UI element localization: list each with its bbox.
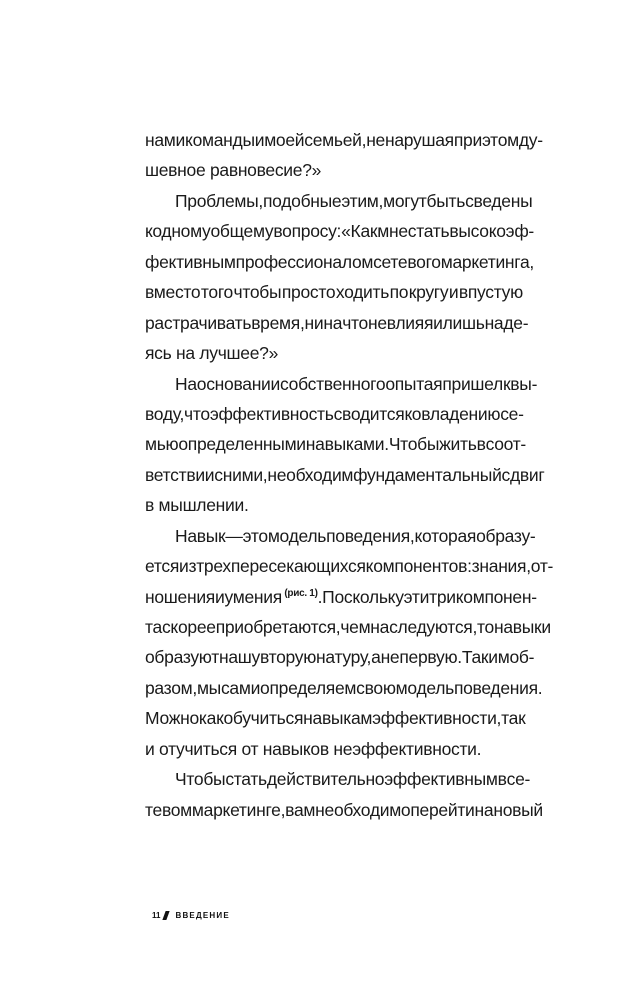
word: компонентов:	[365, 556, 472, 577]
word: образу-	[476, 525, 536, 546]
word: и	[448, 282, 459, 303]
word: по	[389, 282, 409, 303]
word: как	[198, 708, 224, 729]
word: просто	[281, 282, 336, 303]
word: трех	[196, 556, 231, 577]
word: это	[242, 525, 268, 546]
word: поведения,	[326, 525, 415, 546]
word: стать	[225, 769, 267, 790]
word: с	[214, 464, 223, 485]
word: натуру,	[316, 647, 372, 668]
word: Навык	[175, 525, 226, 546]
word: мне	[377, 221, 408, 242]
word: этим,	[341, 190, 384, 211]
word: основании	[196, 373, 281, 394]
word: необходим	[267, 464, 354, 485]
word: моей	[264, 130, 305, 150]
word: Таким	[461, 647, 510, 668]
word: чем	[340, 617, 371, 637]
word: наде-	[484, 312, 529, 333]
word: кругу	[408, 282, 449, 303]
text-line	[145, 399, 523, 429]
word: из	[179, 556, 197, 577]
text-line	[145, 795, 543, 825]
word: влияя	[386, 312, 434, 333]
word: соот-	[485, 434, 526, 455]
word: высокоэф-	[449, 221, 534, 242]
word: семьей,	[304, 130, 367, 150]
word: чтобы	[233, 282, 282, 303]
text-line	[145, 277, 523, 307]
word: к	[404, 403, 412, 424]
word: стать	[407, 221, 450, 242]
text-line: шевное равновесие?»	[145, 160, 322, 181]
word: вопросу:	[273, 221, 342, 242]
word: пришел	[442, 373, 503, 394]
word: наследуются,	[370, 617, 478, 637]
word: и	[215, 586, 225, 607]
word: то	[477, 617, 494, 637]
text-line	[145, 764, 531, 794]
word: определенными	[178, 434, 306, 455]
word: ду-	[518, 130, 543, 150]
text-line	[145, 673, 543, 703]
word: мью	[145, 434, 179, 455]
word: вместо	[145, 282, 201, 303]
word: мы	[196, 677, 221, 698]
word: вы-	[510, 373, 538, 394]
word: команды	[185, 130, 255, 150]
word: пересекающихся	[230, 556, 366, 577]
figure-reference: (рис. 1)	[281, 587, 318, 599]
word: так	[501, 708, 526, 729]
word: Чтобы	[388, 434, 440, 455]
word: Чтобы	[175, 769, 226, 790]
word: я	[433, 373, 443, 394]
word: что	[184, 403, 210, 424]
word: се-	[506, 769, 531, 790]
text-line	[145, 429, 526, 459]
word: об-	[509, 647, 535, 668]
word: новый	[493, 799, 543, 820]
word: свою	[356, 677, 396, 698]
word: навыкам	[303, 708, 373, 729]
word: к	[145, 221, 153, 242]
word: могут	[383, 190, 427, 211]
word: а	[371, 647, 381, 668]
text-line	[145, 521, 536, 551]
word: Можно	[145, 708, 199, 729]
text-line	[145, 612, 551, 642]
word: маркетинга,	[440, 251, 534, 272]
body-text	[145, 125, 554, 825]
word: разом,	[145, 677, 197, 698]
word: и	[254, 130, 265, 150]
word: —	[225, 525, 243, 546]
text-line	[145, 642, 535, 672]
text-line: ясь на лучшее?»	[145, 343, 279, 364]
word: «Как	[341, 221, 378, 242]
section-title: ВВЕДЕНИЕ	[175, 911, 230, 920]
word: маркетинге,	[191, 799, 286, 820]
word: от-	[530, 556, 554, 577]
word: ними,	[222, 464, 268, 485]
word: в	[476, 434, 486, 455]
word: приобретаются,	[215, 617, 341, 637]
word: действительно	[266, 769, 385, 790]
word: лишь	[442, 312, 485, 333]
word: эффективности,	[372, 708, 502, 729]
word: компонен-	[455, 586, 537, 607]
word: к	[502, 373, 511, 394]
word: На	[175, 373, 197, 394]
word: подобные	[263, 190, 342, 211]
word: Проблемы,	[175, 190, 263, 211]
word: сводится	[333, 403, 405, 424]
word: эффективным	[384, 769, 498, 790]
word: сетевого	[373, 251, 441, 272]
word: которая	[414, 525, 477, 546]
word: поведения.	[453, 677, 543, 698]
word: нарушая	[385, 130, 454, 150]
word: сдвиг	[501, 464, 545, 485]
word: знания,	[471, 556, 531, 577]
word: на	[474, 799, 494, 820]
word: общему	[210, 221, 274, 242]
word: модель	[395, 677, 454, 698]
word: опыта	[385, 373, 434, 394]
word: три	[429, 586, 456, 607]
text-line	[145, 247, 534, 277]
word: эти	[403, 586, 430, 607]
text-line: в мышлении.	[145, 495, 249, 516]
slash-divider-icon	[163, 911, 170, 920]
word: ни	[304, 312, 324, 333]
word: эффективность	[209, 403, 334, 424]
word: перейти	[410, 799, 475, 820]
word: навыками.	[305, 434, 389, 455]
word: образуют	[145, 647, 219, 668]
text-line	[145, 703, 526, 733]
text-line	[145, 582, 537, 612]
word: определяем	[260, 677, 357, 698]
word: собственного	[280, 373, 386, 394]
word: нашу	[218, 647, 260, 668]
word: одному	[152, 221, 211, 242]
word: сами	[220, 677, 261, 698]
word: не	[380, 647, 400, 668]
word: вторую	[259, 647, 317, 668]
text-line	[145, 125, 543, 155]
word: фундаментальный	[353, 464, 502, 485]
word: обучиться	[223, 708, 304, 729]
text-line	[145, 216, 534, 246]
word: нами	[145, 130, 186, 150]
text-line	[145, 186, 533, 216]
word: не	[367, 312, 387, 333]
word: та	[145, 617, 162, 637]
word: се-	[500, 403, 524, 424]
word: скорее	[161, 617, 216, 637]
word: ется	[145, 556, 179, 577]
word: умения $^{(рис. 1)}$.	[224, 586, 323, 607]
text-line	[145, 308, 529, 338]
word: не	[366, 130, 385, 150]
word: воду,	[145, 403, 185, 424]
word: и	[433, 312, 443, 333]
word: необходимо	[315, 799, 411, 820]
word: быть	[426, 190, 466, 211]
word: тевом	[145, 799, 192, 820]
word: первую.	[399, 647, 462, 668]
text-line	[145, 369, 538, 399]
word: на	[323, 312, 343, 333]
word: при	[453, 130, 482, 150]
word: ношения	[145, 586, 215, 607]
word: сведены	[465, 190, 533, 211]
word: время,	[251, 312, 305, 333]
text-line	[145, 460, 545, 490]
word: ветствии	[145, 464, 215, 485]
page-footer	[152, 911, 230, 920]
page-number: 11	[152, 911, 161, 920]
word: ходить	[335, 282, 390, 303]
word: в	[497, 769, 507, 790]
word: вам	[285, 799, 316, 820]
word: Поскольку	[322, 586, 404, 607]
word: что	[342, 312, 368, 333]
word: фективным	[145, 251, 236, 272]
text-line: и отучиться от навыков неэффективности.	[145, 738, 482, 759]
word: жить	[439, 434, 477, 455]
text-line	[145, 551, 554, 581]
word: того	[200, 282, 233, 303]
word: овладению	[411, 403, 501, 424]
word: профессионалом	[235, 251, 374, 272]
word: этом	[481, 130, 519, 150]
word: навыки	[493, 617, 551, 637]
word: впустую	[458, 282, 523, 303]
word: растрачивать	[145, 312, 252, 333]
word: модель	[267, 525, 327, 546]
